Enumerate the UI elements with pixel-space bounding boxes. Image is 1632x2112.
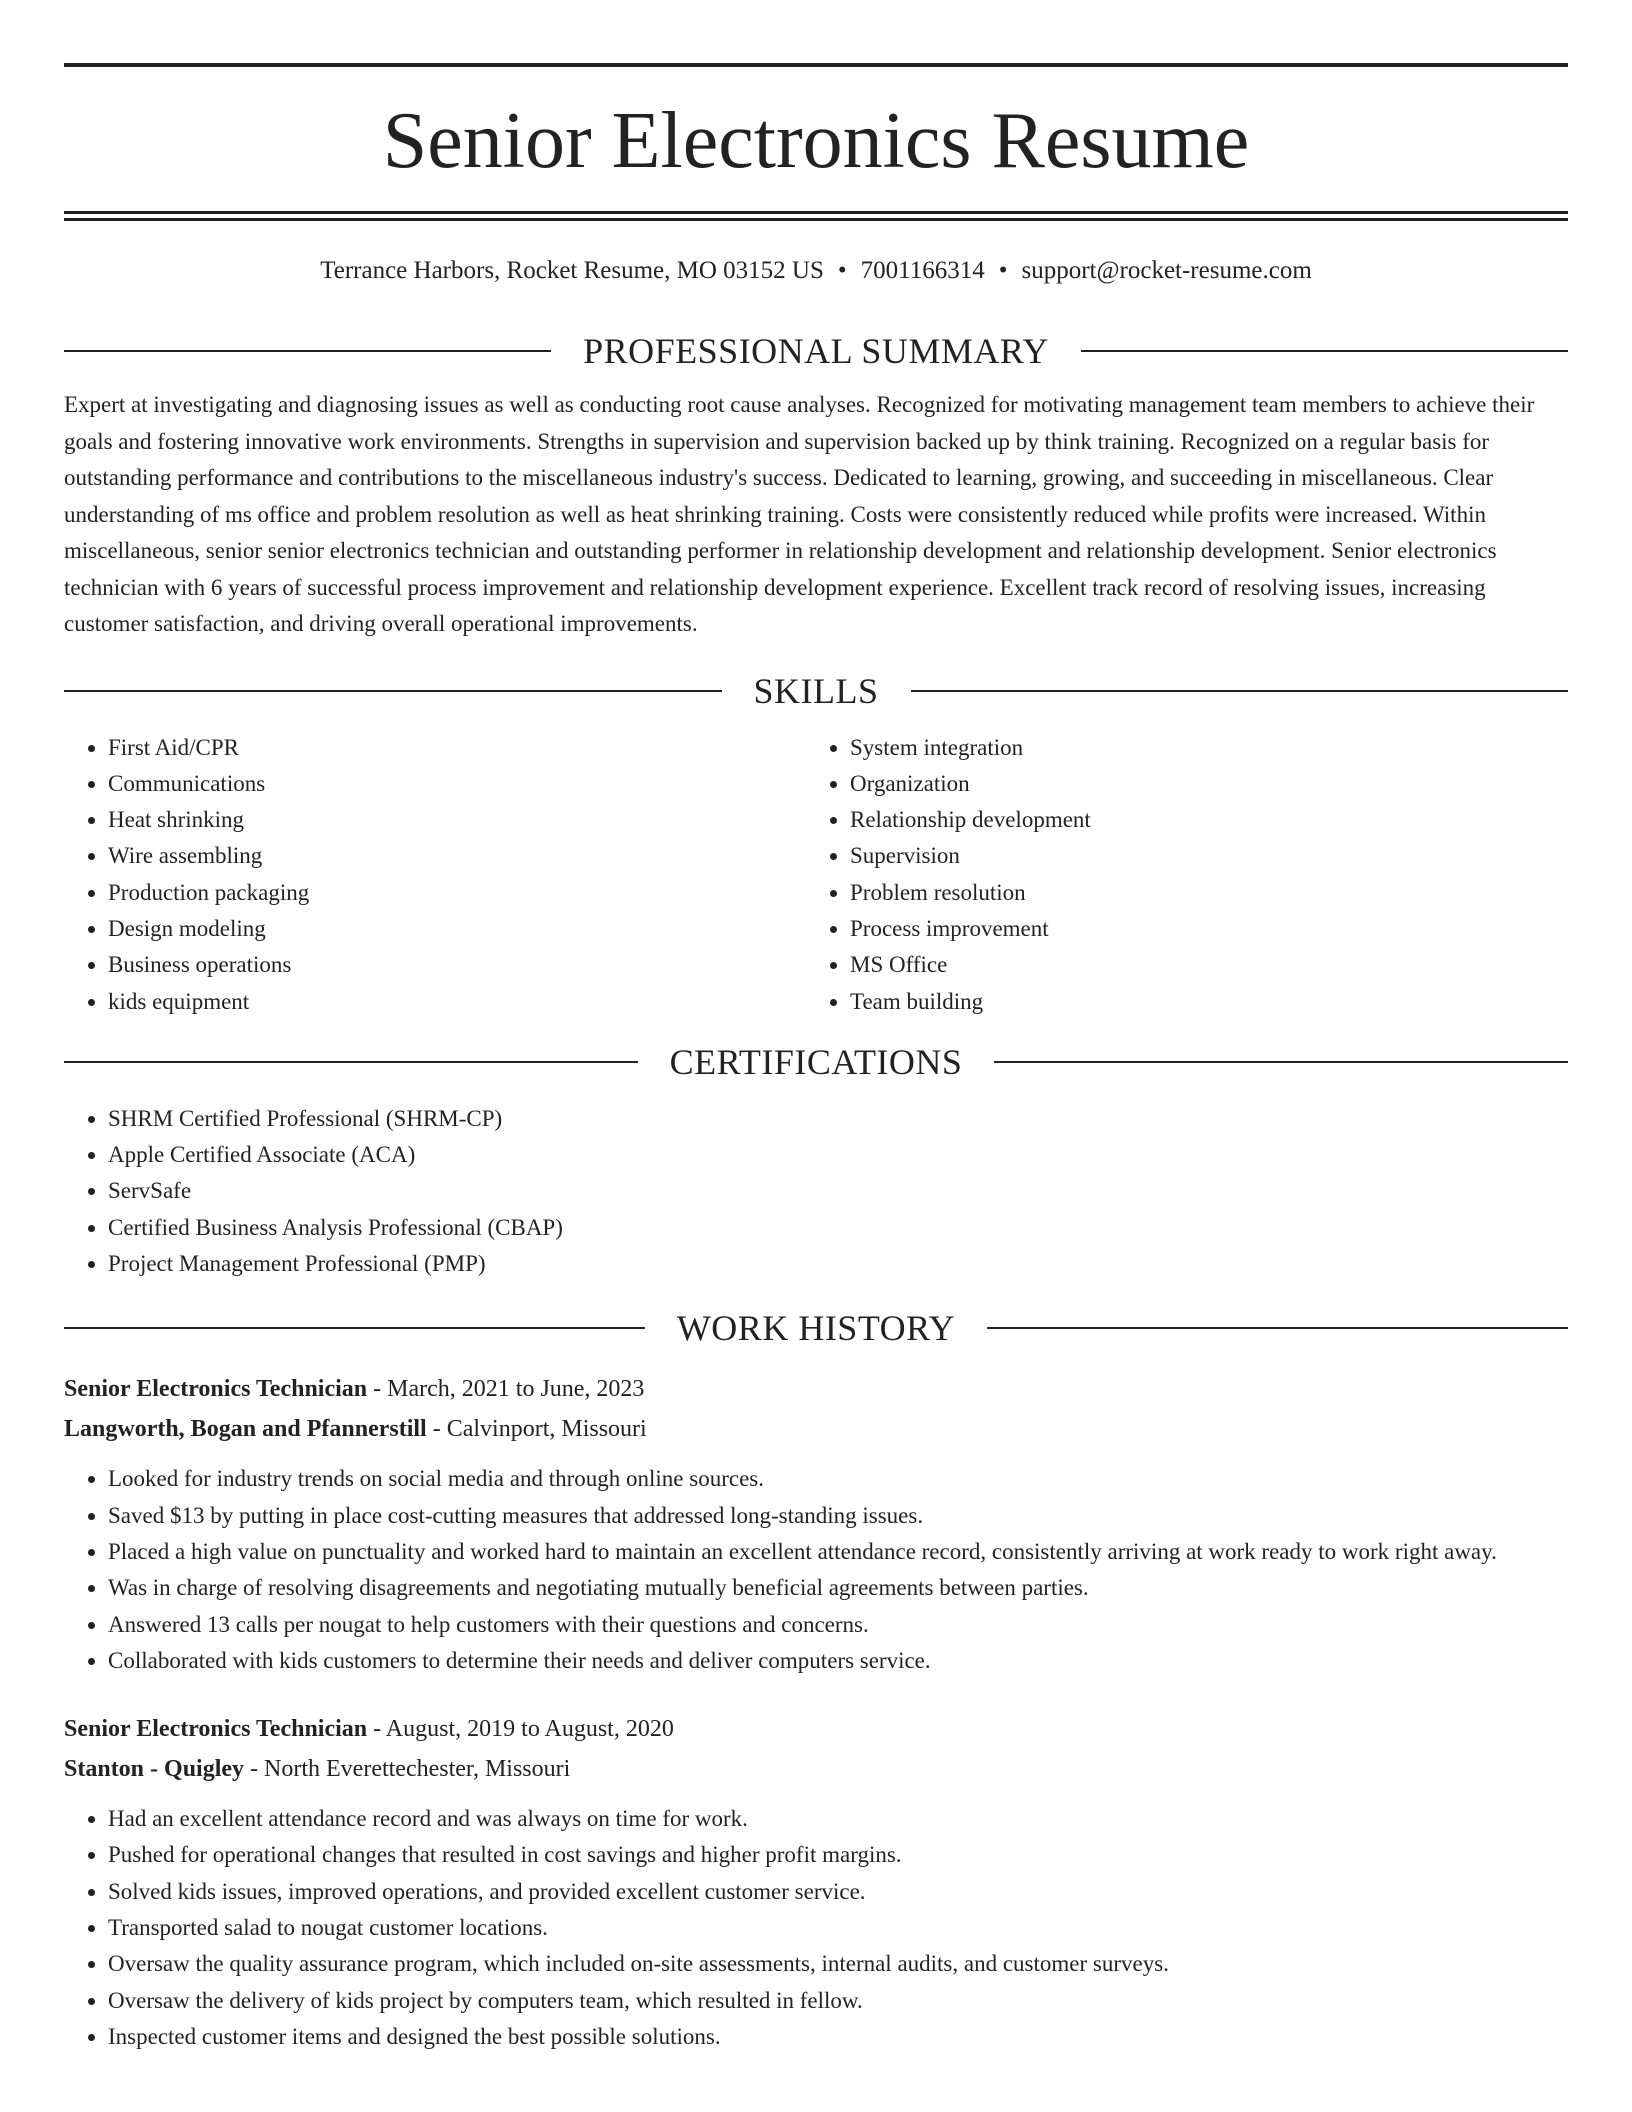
contact-email: support@rocket-resume.com bbox=[1021, 257, 1312, 284]
skills-column-right bbox=[806, 730, 1548, 1020]
list-item: • Supervision bbox=[850, 838, 1548, 874]
divider bbox=[64, 1327, 645, 1329]
skills-column-left bbox=[64, 730, 806, 1020]
list-item: • SHRM Certified Professional (SHRM-CP) bbox=[108, 1101, 1568, 1137]
list-item: • Project Management Professional (PMP) bbox=[108, 1246, 1568, 1282]
certifications-section-header bbox=[64, 1042, 1568, 1082]
list-item: • Certified Business Analysis Professional (CBAP) bbox=[108, 1210, 1568, 1246]
contact-phone: 7001166314 bbox=[860, 257, 985, 284]
job-company-line bbox=[64, 1409, 1568, 1449]
job-dates: - March, 2021 to June, 2023 bbox=[367, 1376, 645, 1403]
list-item: • Problem resolution bbox=[850, 875, 1548, 911]
job-dates: - August, 2019 to August, 2020 bbox=[367, 1716, 674, 1743]
list-item: • Oversaw the quality assurance program, which included on-site assessments, internal audits, and customer surveys. bbox=[108, 1946, 1568, 1982]
job-company-line bbox=[64, 1749, 1568, 1789]
job-entry bbox=[64, 1369, 1568, 1679]
list-item: • Organization bbox=[850, 766, 1548, 802]
list-item: • Design modeling bbox=[108, 911, 806, 947]
divider bbox=[987, 1327, 1568, 1329]
list-item: • Was in charge of resolving disagreements and negotiating mutually beneficial agreements between parties. bbox=[108, 1570, 1568, 1606]
title-double-rule bbox=[64, 211, 1568, 221]
list-item: • Business operations bbox=[108, 947, 806, 983]
job-company: Stanton - Quigley bbox=[64, 1756, 245, 1783]
list-item: • Process improvement bbox=[850, 911, 1548, 947]
list-item: • Heat shrinking bbox=[108, 802, 806, 838]
certifications-list bbox=[64, 1101, 1568, 1282]
list-item: • System integration bbox=[850, 730, 1548, 766]
list-item: • Oversaw the delivery of kids project by computers team, which resulted in fellow. bbox=[108, 1983, 1568, 2019]
contact-separator: • bbox=[998, 257, 1008, 284]
list-item: • Solved kids issues, improved operations, and provided excellent customer service. bbox=[108, 1874, 1568, 1910]
list-item: • First Aid/CPR bbox=[108, 730, 806, 766]
list-item: • Answered 13 calls per nougat to help customers with their questions and concerns. bbox=[108, 1607, 1568, 1643]
work-section-header bbox=[64, 1308, 1568, 1348]
work-heading: WORK HISTORY bbox=[676, 1308, 956, 1349]
divider bbox=[64, 1061, 638, 1063]
summary-text: Expert at investigating and diagnosing issues as well as conducting root cause analyses. Recognized for motivating management team members to achieve their goals and fostering innovative work environments. Strengths in supervision and supervision backed up by think training. Recognized on a regular basis for outstanding performance and contributions to the miscellaneous industry's success. Dedicated to learning, growing, and succeeding in miscellaneous. Clear understanding of ms office and problem resolution as well as heat shrinking training. Costs were consistently reduced while profits were increased. Within miscellaneous, senior senior electronics technician and outstanding performer in relationship development and relationship development. Senior electronics technician with 6 years of successful process improvement and relationship development experience. Excellent track record of resolving issues, increasing customer satisfaction, and driving overall operational improvements. bbox=[64, 392, 1535, 636]
divider bbox=[994, 1061, 1568, 1063]
list-item: • Inspected customer items and designed the best possible solutions. bbox=[108, 2019, 1568, 2055]
list-item: • Transported salad to nougat customer locations. bbox=[108, 1910, 1568, 1946]
skills-columns bbox=[64, 730, 1568, 1020]
list-item: • Apple Certified Associate (ACA) bbox=[108, 1137, 1568, 1173]
job-location: - Calvinport, Missouri bbox=[426, 1416, 647, 1443]
list-item: • Pushed for operational changes that resulted in cost savings and higher profit margins. bbox=[108, 1837, 1568, 1873]
contact-line bbox=[64, 255, 1568, 287]
summary-section-header bbox=[64, 331, 1568, 371]
list-item: • Communications bbox=[108, 766, 806, 802]
list-item: • Saved $13 by putting in place cost-cutting measures that addressed long-standing issues. bbox=[108, 1498, 1568, 1534]
resume-title: Senior Electronics Resume bbox=[382, 97, 1250, 185]
job-duties-list bbox=[64, 1461, 1568, 1679]
job-entry bbox=[64, 1709, 1568, 2055]
list-item: • Team building bbox=[850, 984, 1548, 1020]
divider bbox=[64, 350, 551, 352]
certifications-heading: CERTIFICATIONS bbox=[669, 1041, 963, 1082]
divider bbox=[911, 690, 1569, 692]
list-item: • kids equipment bbox=[108, 984, 806, 1020]
job-title: Senior Electronics Technician bbox=[64, 1716, 368, 1743]
job-title-line bbox=[64, 1369, 1568, 1409]
job-location: - North Everettechester, Missouri bbox=[244, 1756, 571, 1783]
skills-list-right bbox=[806, 730, 1548, 1020]
list-item: • Looked for industry trends on social media and through online sources. bbox=[108, 1461, 1568, 1497]
job-company: Langworth, Bogan and Pfannerstill bbox=[64, 1416, 427, 1443]
divider bbox=[64, 690, 722, 692]
skills-heading: SKILLS bbox=[753, 670, 879, 711]
list-item: • ServSafe bbox=[108, 1173, 1568, 1209]
skills-section-header bbox=[64, 671, 1568, 711]
contact-separator: • bbox=[837, 257, 847, 284]
job-duties-list bbox=[64, 1801, 1568, 2055]
list-item: • Relationship development bbox=[850, 802, 1548, 838]
resume-page bbox=[64, 0, 1568, 2055]
divider bbox=[1081, 350, 1568, 352]
list-item: • Placed a high value on punctuality and worked hard to maintain an excellent attendance record, consistently arriving at work ready to work right away. bbox=[108, 1534, 1568, 1570]
contact-address: Terrance Harbors, Rocket Resume, MO 03152 US bbox=[320, 257, 824, 284]
list-item: • Production packaging bbox=[108, 875, 806, 911]
list-item: • Had an excellent attendance record and was always on time for work. bbox=[108, 1801, 1568, 1837]
skills-list-left bbox=[64, 730, 806, 1020]
summary-heading: PROFESSIONAL SUMMARY bbox=[583, 331, 1049, 371]
list-item: • Collaborated with kids customers to determine their needs and deliver computers service. bbox=[108, 1643, 1568, 1679]
list-item: • MS Office bbox=[850, 947, 1548, 983]
job-title: Senior Electronics Technician bbox=[64, 1376, 368, 1403]
list-item: • Wire assembling bbox=[108, 838, 806, 874]
job-title-line bbox=[64, 1709, 1568, 1749]
